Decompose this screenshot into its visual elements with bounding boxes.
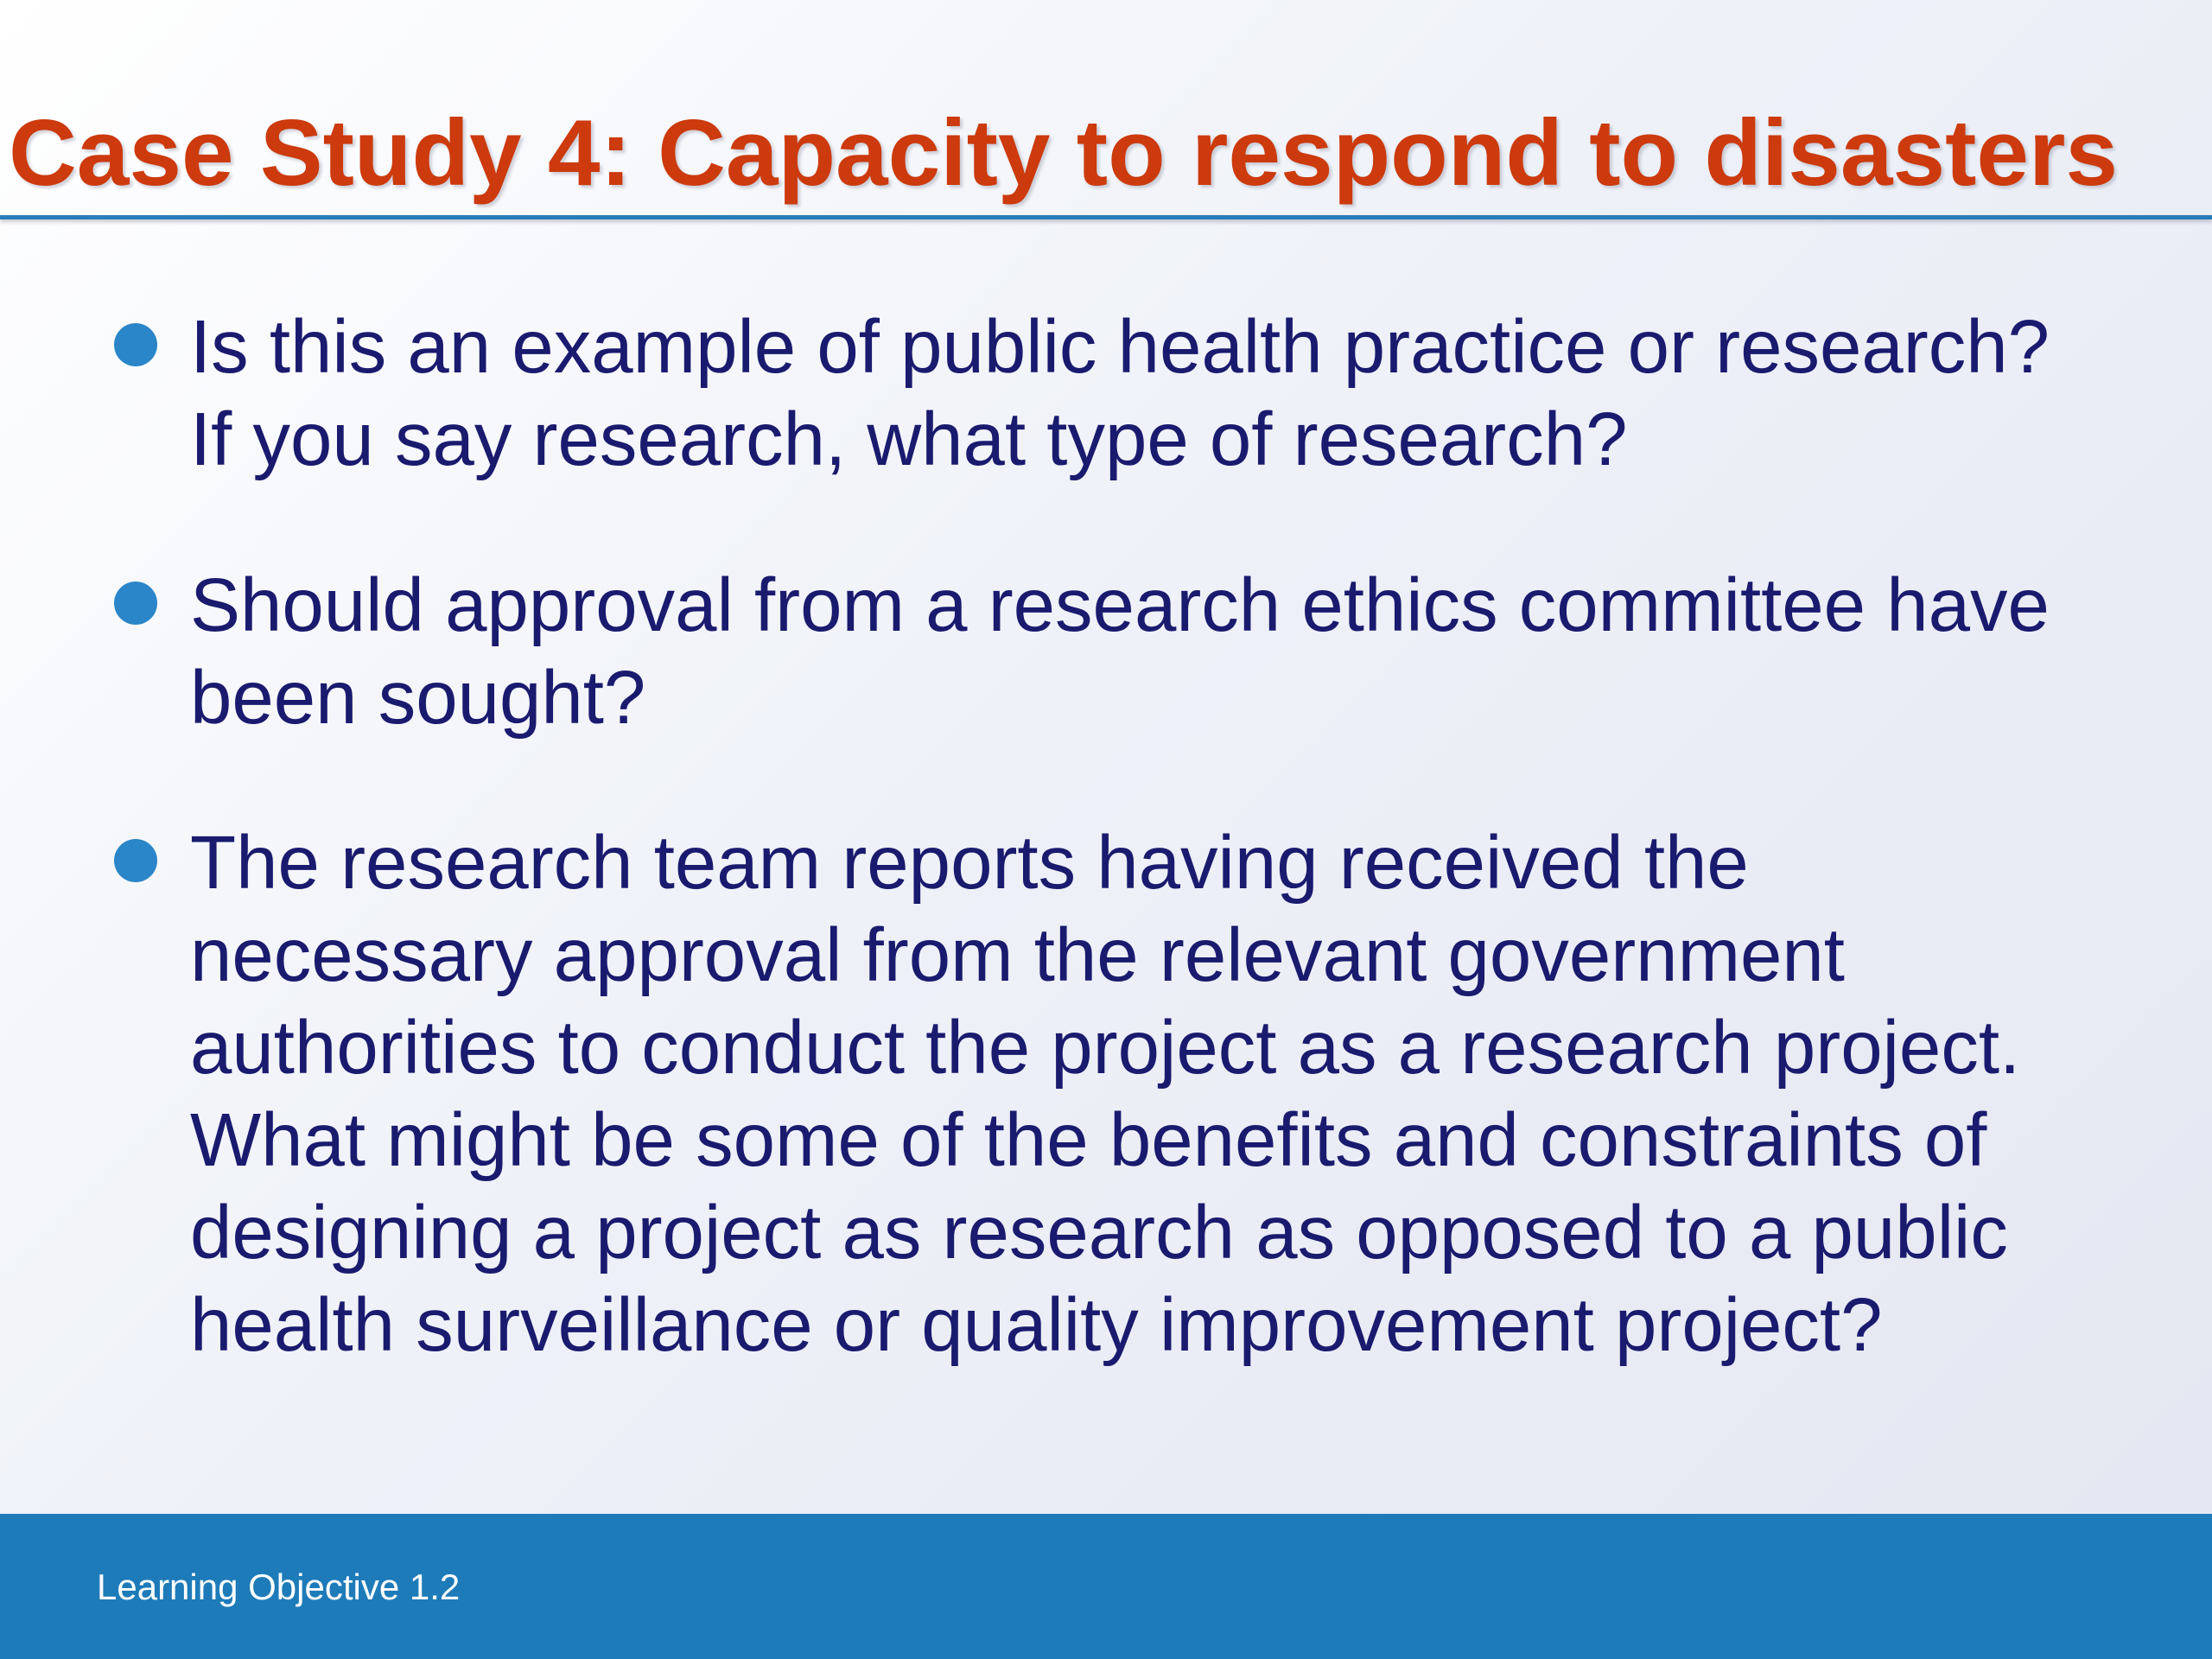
slide-title: Case Study 4: Capacity to respond to disasters <box>9 100 2119 206</box>
bullet-line: The research team reports having received the <box>190 821 1749 905</box>
bullet-text <box>190 559 2143 744</box>
bullet-line: been sought? <box>190 656 646 740</box>
footer-bar <box>0 1514 2212 1659</box>
bullet-line: designing a project as research as opposed to a public <box>190 1191 2008 1274</box>
bullet-dot-icon <box>114 839 157 882</box>
bullet-line: authorities to conduct the project as a research project. <box>190 1006 2021 1090</box>
bullet-line: health surveillance or quality improvement project? <box>190 1283 1883 1367</box>
bullet-text <box>190 301 2143 486</box>
bullet-line: necessary approval from the relevant government <box>190 913 1845 997</box>
bullet-line: Should approval from a research ethics committee have <box>190 563 2050 647</box>
bullet-line: If you say research, what type of research? <box>190 397 1628 481</box>
footer-learning-objective: Learning Objective 1.2 <box>97 1567 461 1607</box>
bullet-line: What might be some of the benefits and constraints of <box>190 1098 1987 1182</box>
bullet-dot-icon <box>114 582 157 625</box>
bullet-dot-icon <box>114 323 157 366</box>
title-divider <box>0 215 2212 219</box>
bullet-text <box>190 817 2143 1371</box>
bullet-line: Is this an example of public health practice or research? <box>190 305 2050 389</box>
